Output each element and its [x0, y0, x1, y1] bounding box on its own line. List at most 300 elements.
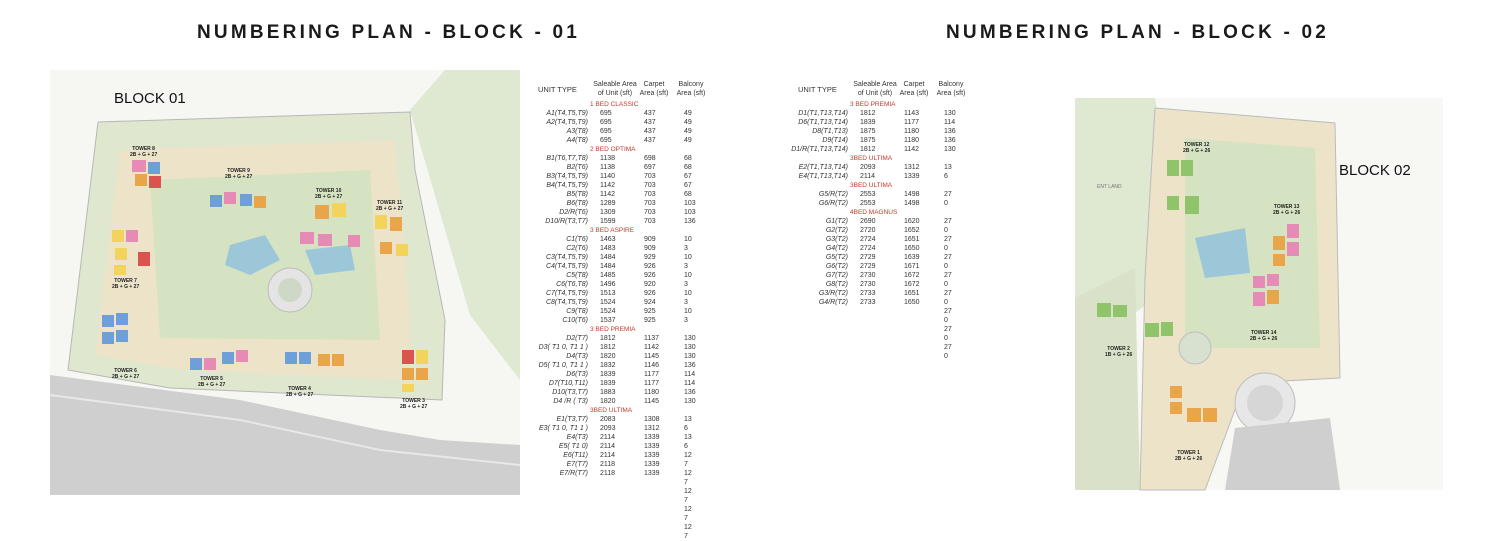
section-title: 3BED ULTIMA [850, 182, 893, 189]
unit-table-block2 [790, 80, 990, 361]
unit-type-cell: D2(T7) [566, 335, 588, 342]
saleable-area-cell: 1599 [600, 218, 616, 225]
block1-site-plan [50, 70, 520, 495]
carpet-area-cell: 703 [644, 218, 656, 225]
empty-cell [790, 325, 938, 334]
saleable-area-cell: 1537 [600, 317, 616, 324]
table-row [530, 460, 730, 469]
balcony-area-cell: 136 [944, 137, 956, 144]
unit-type-cell: D1/R(T1,T13,T14) [791, 146, 848, 153]
saleable-area-cell: 1142 [600, 182, 616, 189]
carpet-area-cell: 1672 [904, 281, 920, 288]
carpet-area-cell: 1339 [904, 173, 920, 180]
balcony-area-cell: 6 [684, 425, 688, 432]
block2-title: NUMBERING PLAN - BLOCK - 02 [946, 22, 1330, 43]
carpet-area-cell: 1339 [644, 452, 660, 459]
unit-type-cell: D4 /R ( T3) [553, 398, 588, 405]
ent-land-text: ENT LAND [1097, 184, 1122, 190]
table-row [530, 235, 730, 244]
carpet-area-cell: 1650 [904, 245, 920, 252]
col-carpet: Carpet Area (sft) [899, 81, 929, 97]
unit-type-cell: C3(T4,T5,T9) [545, 254, 588, 261]
table-row [790, 190, 990, 199]
unit-type-cell: B2(T6) [566, 164, 588, 171]
balcony-area-cell: 7 [684, 479, 688, 486]
section-title: 2 BED OPTIMA [590, 146, 636, 153]
unit-type-cell: B4(T4,T5,T9) [546, 182, 588, 189]
balcony-area-cell: 49 [684, 110, 692, 117]
empty-cell [530, 532, 678, 541]
balcony-area-cell: 136 [684, 218, 696, 225]
balcony-area-cell: 114 [684, 380, 696, 387]
balcony-area-cell: 3 [684, 281, 688, 288]
unit-type-cell: D3( T1 0, T1 1 ) [538, 344, 588, 351]
table-row [530, 379, 730, 388]
balcony-area-cell: 114 [944, 119, 956, 126]
saleable-area-cell: 2553 [860, 200, 876, 207]
balcony-area-cell: 130 [944, 146, 956, 153]
saleable-area-cell: 1496 [600, 281, 616, 288]
balcony-area-cell: 7 [684, 515, 688, 522]
table-row [530, 496, 730, 505]
saleable-area-cell: 1883 [600, 389, 616, 396]
table-row [530, 370, 730, 379]
table-row [530, 271, 730, 280]
unit-type-cell: D7(T10,T11) [548, 380, 588, 387]
balcony-area-cell: 6 [944, 173, 948, 180]
table-row [530, 280, 730, 289]
carpet-area-cell: 703 [644, 191, 656, 198]
unit-type-cell: D10(T3,T7) [552, 389, 588, 396]
balcony-area-cell: 10 [684, 254, 692, 261]
balcony-area-cell: 0 [944, 200, 948, 207]
tower-label: TOWER 14 2B + G + 26 [1250, 330, 1278, 342]
col-unit-type: UNIT TYPE [798, 85, 837, 94]
tower-label: TOWER 1 2B + G + 26 [1175, 450, 1203, 462]
tower-label: TOWER 10 2B + G + 27 [315, 188, 343, 200]
table-row [790, 118, 990, 127]
balcony-area-cell: 12 [684, 470, 692, 477]
balcony-area-cell: 3 [684, 317, 688, 324]
saleable-area-cell: 2729 [860, 263, 876, 270]
balcony-area-cell: 3 [684, 263, 688, 270]
saleable-area-cell: 2114 [600, 452, 616, 459]
unit-type-cell: D8(T1,T13) [812, 128, 848, 135]
unit-type-cell: D9(T14) [822, 137, 848, 144]
table-row [790, 280, 990, 289]
saleable-area-cell: 1875 [860, 137, 876, 144]
table-row [790, 289, 990, 298]
unit-type-cell: C6(T6,T8) [556, 281, 588, 288]
table-header [790, 80, 990, 100]
saleable-area-cell: 1142 [600, 191, 616, 198]
unit-type-cell: G5/R(T2) [818, 191, 848, 198]
table-row [790, 163, 990, 172]
carpet-area-cell: 437 [644, 110, 656, 117]
saleable-area-cell: 2724 [860, 245, 876, 252]
balcony-area-cell: 103 [684, 200, 696, 207]
balcony-area-cell: 27 [944, 344, 952, 351]
carpet-area-cell: 925 [644, 317, 656, 324]
table-header [530, 80, 730, 100]
block2-plan-drawing [1075, 98, 1443, 490]
unit-type-cell: G4/R(T2) [818, 299, 848, 306]
tower-label: TOWER 5 2B + G + 27 [198, 376, 226, 388]
saleable-area-cell: 2724 [860, 236, 876, 243]
unit-type-cell: G7(T2) [825, 272, 848, 279]
table-row [530, 361, 730, 370]
saleable-area-cell: 1812 [860, 146, 876, 153]
unit-type-cell: D1(T1,T13,T14) [798, 110, 848, 117]
unit-type-cell: C1(T6) [566, 236, 588, 243]
table-row [790, 244, 990, 253]
saleable-area-cell: 1483 [600, 245, 616, 252]
unit-type-cell: E5( T1 0) [558, 443, 588, 450]
carpet-area-cell: 1620 [904, 218, 920, 225]
table-row [530, 514, 730, 523]
saleable-area-cell: 2730 [860, 272, 876, 279]
carpet-area-cell: 1177 [644, 371, 660, 378]
balcony-area-cell: 12 [684, 506, 692, 513]
saleable-area-cell: 1875 [860, 128, 876, 135]
table-row [530, 451, 730, 460]
carpet-area-cell: 703 [644, 209, 656, 216]
saleable-area-cell: 1484 [600, 254, 616, 261]
empty-cell [530, 514, 678, 523]
unit-type-cell: A3(T8) [566, 128, 588, 135]
table-row [790, 172, 990, 181]
section-title: 1 BED CLASSIC [590, 101, 639, 108]
balcony-area-cell: 130 [684, 335, 696, 342]
table-row [530, 172, 730, 181]
balcony-area-cell: 27 [944, 254, 952, 261]
carpet-area-cell: 1180 [904, 128, 920, 135]
table-row [530, 127, 730, 136]
balcony-area-cell: 27 [944, 272, 952, 279]
carpet-area-cell: 1308 [644, 416, 660, 423]
section-title: 3BED ULTIMA [590, 407, 633, 414]
carpet-area-cell: 1137 [644, 335, 660, 342]
balcony-area-cell: 12 [684, 452, 692, 459]
unit-type-cell: C9(T8) [566, 308, 588, 315]
table-row [530, 523, 730, 532]
carpet-area-cell: 1145 [644, 398, 660, 405]
empty-cell [790, 352, 938, 361]
saleable-area-cell: 2114 [600, 443, 616, 450]
balcony-area-cell: 0 [944, 317, 948, 324]
unit-type-cell: C2(T6) [566, 245, 588, 252]
unit-type-cell: C8(T4,T5,T9) [545, 299, 588, 306]
unit-type-cell: E6(T11) [563, 452, 588, 459]
saleable-area-cell: 2083 [600, 416, 616, 423]
table-row [790, 199, 990, 208]
tower-label: TOWER 7 2B + G + 27 [112, 278, 140, 290]
unit-type-cell: D2/R(T6) [559, 209, 588, 216]
carpet-area-cell: 929 [644, 254, 656, 261]
table-row [790, 316, 990, 325]
unit-type-cell: B5(T8) [566, 191, 588, 198]
balcony-area-cell: 27 [944, 290, 952, 297]
tower-label: TOWER 2 1B + G + 26 [1105, 346, 1133, 358]
balcony-area-cell: 130 [684, 398, 696, 405]
table-row [530, 415, 730, 424]
unit-type-cell: G4(T2) [825, 245, 848, 252]
balcony-area-cell: 136 [944, 128, 956, 135]
unit-type-cell: A1(T4,T5,T9) [546, 110, 588, 117]
carpet-area-cell: 1651 [904, 236, 920, 243]
saleable-area-cell: 1839 [600, 371, 616, 378]
table-row [790, 334, 990, 343]
table-row [790, 271, 990, 280]
table-row [790, 262, 990, 271]
balcony-area-cell: 49 [684, 119, 692, 126]
unit-type-cell: B6(T8) [566, 200, 588, 207]
carpet-area-cell: 698 [644, 155, 656, 162]
balcony-area-cell: 27 [944, 191, 952, 198]
table-row [790, 298, 990, 307]
unit-type-cell: B3(T4,T5,T9) [546, 173, 588, 180]
carpet-area-cell: 697 [644, 164, 656, 171]
balcony-area-cell: 10 [684, 272, 692, 279]
unit-type-cell: G3(T2) [825, 236, 848, 243]
balcony-area-cell: 7 [684, 497, 688, 504]
carpet-area-cell: 926 [644, 263, 656, 270]
balcony-area-cell: 0 [944, 263, 948, 270]
balcony-area-cell: 10 [684, 236, 692, 243]
saleable-area-cell: 1138 [600, 155, 616, 162]
carpet-area-cell: 924 [644, 299, 656, 306]
empty-cell [790, 307, 938, 316]
carpet-area-cell: 1143 [904, 110, 920, 117]
saleable-area-cell: 1812 [600, 335, 616, 342]
unit-type-cell: D6(T1,T13,T14) [798, 119, 848, 126]
balcony-area-cell: 12 [684, 488, 692, 495]
saleable-area-cell: 1820 [600, 398, 616, 405]
carpet-area-cell: 1498 [904, 191, 920, 198]
carpet-area-cell: 1651 [904, 290, 920, 297]
balcony-area-cell: 27 [944, 308, 952, 315]
section-title: 3BED ULTIMA [850, 155, 893, 162]
tower-label: TOWER 12 2B + G + 26 [1183, 142, 1211, 154]
tower-label: TOWER 11 2B + G + 27 [376, 200, 404, 212]
carpet-area-cell: 1339 [644, 434, 660, 441]
table-row [790, 145, 990, 154]
unit-type-cell: B1(T6,T7,T8) [546, 155, 588, 162]
tower-label: TOWER 3 2B + G + 27 [400, 398, 428, 410]
saleable-area-cell: 2093 [860, 164, 876, 171]
table-row [530, 136, 730, 145]
balcony-area-cell: 103 [684, 209, 696, 216]
saleable-area-cell: 695 [600, 128, 612, 135]
carpet-area-cell: 1639 [904, 254, 920, 261]
balcony-area-cell: 7 [684, 461, 688, 468]
table-row [530, 154, 730, 163]
saleable-area-cell: 2733 [860, 290, 876, 297]
unit-type-cell: E4(T1,T13,T14) [798, 173, 848, 180]
carpet-area-cell: 1142 [904, 146, 920, 153]
table-row [530, 532, 730, 541]
balcony-area-cell: 68 [684, 164, 692, 171]
carpet-area-cell: 909 [644, 245, 656, 252]
saleable-area-cell: 2553 [860, 191, 876, 198]
balcony-area-cell: 114 [684, 371, 696, 378]
table-row [530, 118, 730, 127]
tower-label: TOWER 6 2B + G + 27 [112, 368, 140, 380]
carpet-area-cell: 1312 [644, 425, 660, 432]
table-row [790, 307, 990, 316]
table-row [790, 235, 990, 244]
table-row [530, 469, 730, 478]
unit-type-cell: C10(T6) [562, 317, 588, 324]
empty-cell [530, 496, 678, 505]
col-saleable: Saleable Area of Unit (sft) [853, 81, 897, 97]
saleable-area-cell: 1812 [600, 344, 616, 351]
unit-type-cell: E1(T3,T7) [556, 416, 588, 423]
saleable-area-cell: 1138 [600, 164, 616, 171]
table-row [530, 181, 730, 190]
unit-type-cell: D4(T3) [566, 353, 588, 360]
balcony-area-cell: 136 [684, 362, 696, 369]
saleable-area-cell: 2114 [600, 434, 616, 441]
table-row [530, 343, 730, 352]
tower-label: TOWER 9 2B + G + 27 [225, 168, 253, 180]
carpet-area-cell: 1672 [904, 272, 920, 279]
table-row [530, 262, 730, 271]
table-row [530, 397, 730, 406]
unit-type-cell: E7/R(T7) [559, 470, 588, 477]
unit-table-block1 [530, 80, 730, 541]
table-row [530, 505, 730, 514]
carpet-area-cell: 1312 [904, 164, 920, 171]
unit-type-cell: C5(T8) [566, 272, 588, 279]
balcony-area-cell: 27 [944, 326, 952, 333]
block2-site-plan [1075, 98, 1443, 490]
table-row [530, 307, 730, 316]
saleable-area-cell: 695 [600, 110, 612, 117]
table-row [530, 199, 730, 208]
saleable-area-cell: 1513 [600, 290, 616, 297]
balcony-area-cell: 68 [684, 155, 692, 162]
carpet-area-cell: 1145 [644, 353, 660, 360]
balcony-area-cell: 68 [684, 191, 692, 198]
carpet-area-cell: 1339 [644, 443, 660, 450]
balcony-area-cell: 0 [944, 245, 948, 252]
table-row [530, 244, 730, 253]
saleable-area-cell: 2118 [600, 470, 616, 477]
carpet-area-cell: 1650 [904, 299, 920, 306]
block2-label: BLOCK 02 [1339, 162, 1411, 179]
carpet-area-cell: 1180 [644, 389, 660, 396]
saleable-area-cell: 695 [600, 119, 612, 126]
carpet-area-cell: 1142 [644, 344, 660, 351]
carpet-area-cell: 1652 [904, 227, 920, 234]
table-row [530, 433, 730, 442]
empty-cell [530, 505, 678, 514]
table-body [530, 100, 730, 541]
saleable-area-cell: 1484 [600, 263, 616, 270]
col-balcony: Balcony Area (sft) [676, 81, 706, 97]
empty-cell [790, 316, 938, 325]
saleable-area-cell: 2690 [860, 218, 876, 225]
balcony-area-cell: 7 [684, 533, 688, 540]
table-row [530, 190, 730, 199]
table-row [530, 388, 730, 397]
unit-type-cell: G1(T2) [825, 218, 848, 225]
carpet-area-cell: 925 [644, 308, 656, 315]
carpet-area-cell: 1177 [904, 119, 920, 126]
col-balcony: Balcony Area (sft) [936, 81, 966, 97]
saleable-area-cell: 1289 [600, 200, 616, 207]
carpet-area-cell: 1146 [644, 362, 660, 369]
carpet-area-cell: 703 [644, 173, 656, 180]
col-unit-type: UNIT TYPE [538, 85, 577, 94]
saleable-area-cell: 2720 [860, 227, 876, 234]
unit-type-cell: E2(T1,T13,T14) [798, 164, 848, 171]
table-row [790, 352, 990, 361]
saleable-area-cell: 1485 [600, 272, 616, 279]
empty-cell [530, 487, 678, 496]
unit-type-cell: G3/R(T2) [818, 290, 848, 297]
section-title: 3 BED PREMIA [850, 101, 896, 108]
saleable-area-cell: 1820 [600, 353, 616, 360]
unit-type-cell: G2(T2) [825, 227, 848, 234]
balcony-area-cell: 136 [684, 389, 696, 396]
balcony-area-cell: 6 [684, 443, 688, 450]
balcony-area-cell: 49 [684, 128, 692, 135]
saleable-area-cell: 2729 [860, 254, 876, 261]
saleable-area-cell: 2733 [860, 299, 876, 306]
saleable-area-cell: 695 [600, 137, 612, 144]
balcony-area-cell: 10 [684, 290, 692, 297]
carpet-area-cell: 437 [644, 128, 656, 135]
tower-label: TOWER 4 2B + G + 27 [286, 386, 314, 398]
empty-cell [530, 523, 678, 532]
table-row [530, 442, 730, 451]
balcony-area-cell: 49 [684, 137, 692, 144]
saleable-area-cell: 1839 [860, 119, 876, 126]
empty-cell [530, 478, 678, 487]
saleable-area-cell: 1524 [600, 299, 616, 306]
unit-type-cell: D10/R(T3,T7) [545, 218, 588, 225]
balcony-area-cell: 12 [684, 524, 692, 531]
carpet-area-cell: 437 [644, 119, 656, 126]
table-row [530, 298, 730, 307]
section-title: 3 BED PREMIA [590, 326, 636, 333]
carpet-area-cell: 926 [644, 272, 656, 279]
tower-label: TOWER 8 2B + G + 27 [130, 146, 158, 158]
saleable-area-cell: 1463 [600, 236, 616, 243]
unit-type-cell: G6(T2) [825, 263, 848, 270]
saleable-area-cell: 2730 [860, 281, 876, 288]
carpet-area-cell: 703 [644, 200, 656, 207]
balcony-area-cell: 13 [944, 164, 952, 171]
unit-type-cell: D6(T3) [566, 371, 588, 378]
table-row [530, 253, 730, 262]
empty-cell [790, 334, 938, 343]
saleable-area-cell: 1309 [600, 209, 616, 216]
unit-type-cell: E3( T1 0, T1 1 ) [538, 425, 588, 432]
table-row [530, 208, 730, 217]
saleable-area-cell: 1832 [600, 362, 616, 369]
carpet-area-cell: 1177 [644, 380, 660, 387]
unit-type-cell: G5(T2) [825, 254, 848, 261]
table-row [530, 289, 730, 298]
col-carpet: Carpet Area (sft) [639, 81, 669, 97]
table-body [790, 100, 990, 361]
table-row [790, 127, 990, 136]
saleable-area-cell: 1140 [600, 173, 616, 180]
carpet-area-cell: 926 [644, 290, 656, 297]
